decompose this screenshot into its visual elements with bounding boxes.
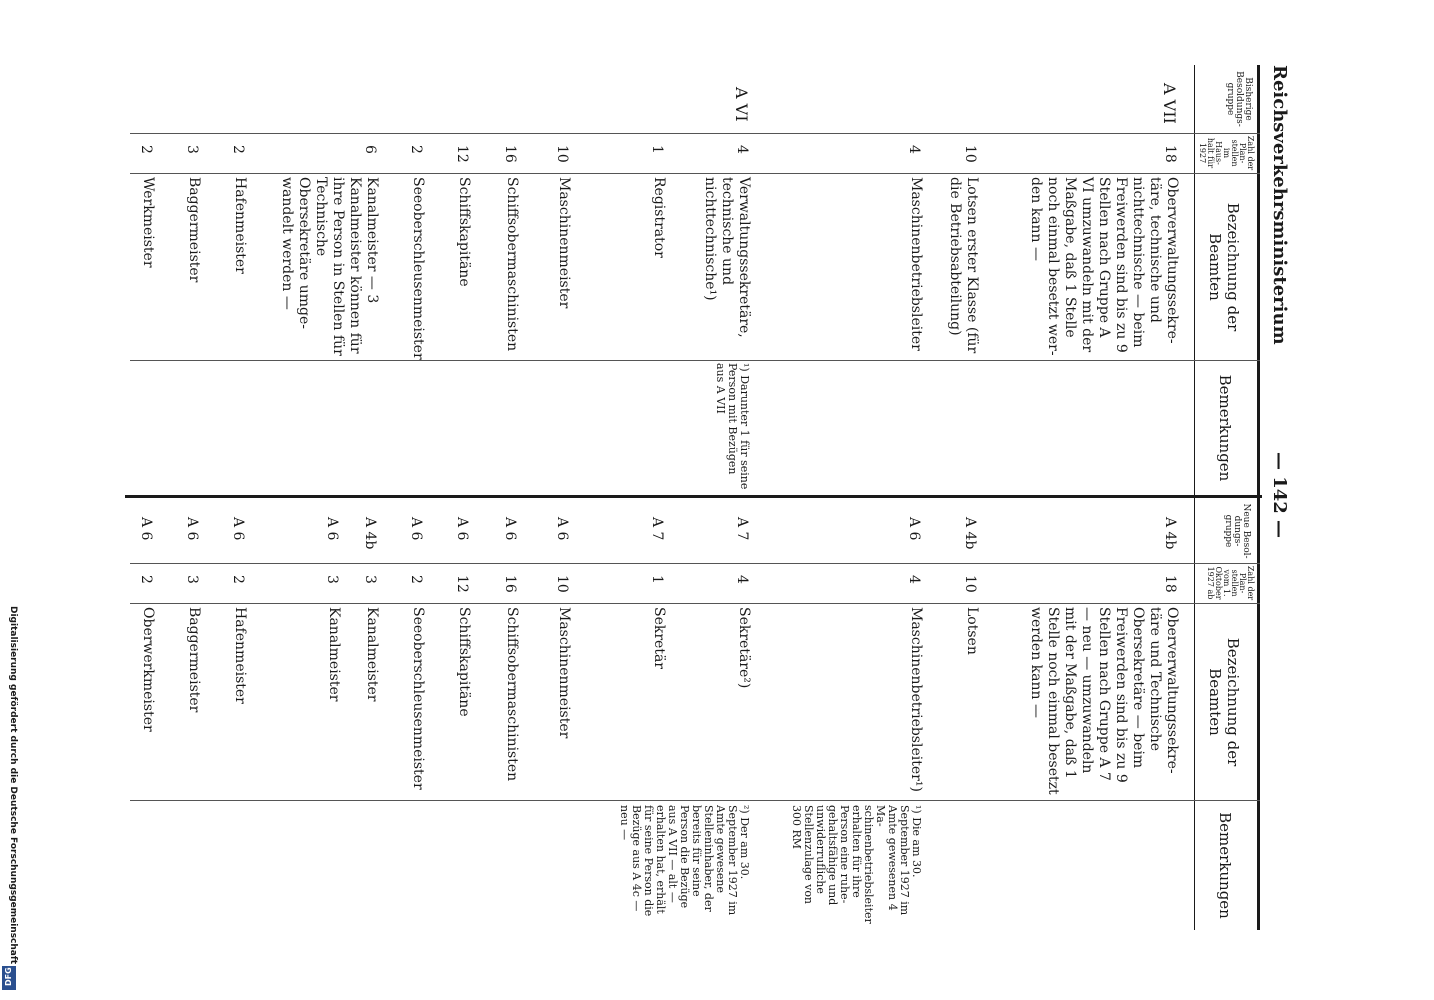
row-new-count: 3 xyxy=(362,575,378,584)
col-header-new-title: Bezeichnung der Beamten xyxy=(1206,637,1242,767)
row-new-title: Maschinenmeister xyxy=(556,607,572,739)
col-sep xyxy=(130,360,1260,361)
row-old-title: Registrator xyxy=(651,177,667,258)
row-new-title: Kanalmeister xyxy=(364,607,380,702)
row-new-group: A 7 xyxy=(734,517,750,541)
row-new-group: A 6 xyxy=(324,517,340,541)
row-old-title: Kanalmeister — 3 Kanalmeister können für ihre Person in Stellen für Technische Obersekretäre umgewandelt werden — xyxy=(279,177,380,356)
row-old-count: 3 xyxy=(184,145,200,154)
col-header-new-group: Neue Besoldungsgruppe xyxy=(1223,503,1251,559)
row-old-count: 18 xyxy=(1162,145,1178,163)
row-old-title: Maschinenmeister xyxy=(556,177,572,309)
row-new-count: 16 xyxy=(502,575,518,593)
row-new-count: 2 xyxy=(408,575,424,584)
row-old-count: 10 xyxy=(554,145,570,163)
col-header-old-count: Zahl der Planstellen im Haushalt für 1927 xyxy=(1198,135,1255,171)
row-new-title: Schiffskapitäne xyxy=(456,607,472,717)
row-old-title: Schiffskapitäne xyxy=(456,177,472,287)
row-old-count: 4 xyxy=(906,145,922,154)
row-new-title: Seeoberschleusenmeister xyxy=(410,607,426,790)
row-new-group: A 4b xyxy=(962,517,978,550)
footnote: ²) Der am 30. September 1927 im Amte gewesene Stelleninhaber, der bereits für seine Person die Bezüge aus A VII — alt — erhalten hat, erhält für seine Person die Bezüge aus A 4c — neu — xyxy=(618,805,751,917)
row-old-title: Baggermeister xyxy=(186,177,202,283)
row-old-title: Maschinenbetriebsleiter xyxy=(908,177,924,351)
row-new-group: A 6 xyxy=(454,517,470,541)
row-new-group: A 6 xyxy=(554,517,570,541)
digitization-stamp xyxy=(4,606,18,994)
center-rule xyxy=(125,495,1262,498)
row-old-count: 12 xyxy=(454,145,470,163)
row-new-title: Oberverwaltungssekretäre und Technische Obersekretäre — beim Freiwerden sind bis zu 9 Stellen nach Gruppe A 7 — neu — umzuwandeln mit der Maßgabe, daß 1 Stelle noch einmal besetzt werden kann — xyxy=(1028,607,1180,795)
row-old-title: Lotsen erster Klasse (für die Betriebsabteilung) xyxy=(947,177,980,354)
row-new-title: Lotsen xyxy=(964,607,980,655)
row-new-count: 1 xyxy=(649,575,665,584)
row-old-count: 2 xyxy=(138,145,154,154)
row-old-title: Hafenmeister xyxy=(232,177,248,274)
row-old-count: 2 xyxy=(230,145,246,154)
row-new-title: Baggermeister xyxy=(186,607,202,713)
running-head: Reichsverkehrsministerium xyxy=(1269,65,1290,345)
row-new-title: Oberwerkmeister xyxy=(140,607,156,732)
row-new-title: Sekretäre²) xyxy=(736,607,752,689)
row-old-count: 2 xyxy=(408,145,424,154)
col-header-old-remarks: Bemerkungen xyxy=(1216,374,1234,482)
row-new-count: 3 xyxy=(184,575,200,584)
col-header-old-title: Bezeichnung der Beamten xyxy=(1206,202,1242,332)
col-header-old-group: Bisherige Besoldungsgruppe xyxy=(1225,71,1253,127)
digitization-stamp-text: Digitalisierung gefördert durch die Deutsche Forschungsgemeinschaft xyxy=(8,606,18,965)
col-header-new-remarks: Bemerkungen xyxy=(1216,812,1234,919)
row-old-title: Oberverwaltungssekretäre, technische und nichttechnische — beim Freiwerden sind bis zu 9 Stellen nach Gruppe A VI umzuwandeln mit der Maßgabe, daß 1 Stelle noch einmal besetzt werden kann — xyxy=(1028,177,1180,356)
row-new-group: A 7 xyxy=(649,517,665,541)
row-new-count: 12 xyxy=(454,575,470,593)
row-old-title: Verwaltungssekretäre, technische und nichttechnische¹) xyxy=(702,177,752,338)
row-new-group: A 4b xyxy=(362,517,378,550)
row-old-title: Seeoberschleusenmeister xyxy=(410,177,426,360)
row-new-group: A 6 xyxy=(230,517,246,541)
col-header-new-count: Zahl der Planstellen vom 1. Oktober 1927 ab xyxy=(1206,565,1255,601)
row-new-title: Sekretär xyxy=(651,607,667,670)
row-new-group: A 6 xyxy=(502,517,518,541)
row-old-count: 6 xyxy=(362,145,378,154)
col-sep xyxy=(130,603,1260,604)
col-sep xyxy=(130,133,1260,134)
group-label-a-vi: A VI xyxy=(732,87,751,122)
row-old-title: Schiffsobermaschinisten xyxy=(504,177,520,352)
row-old-count: 4 xyxy=(734,145,750,154)
row-new-count: 2 xyxy=(138,575,154,584)
dfg-logo-icon: DFG xyxy=(2,966,16,990)
row-new-count: 4 xyxy=(906,575,922,584)
row-new-title: Maschinenbetriebsleiter¹) xyxy=(908,607,924,792)
row-new-title: Kanalmeister xyxy=(326,607,342,702)
rotated-table-page xyxy=(125,65,1290,930)
row-old-count: 10 xyxy=(962,145,978,163)
row-new-group: A 4b xyxy=(1162,517,1178,550)
col-sep xyxy=(130,173,1260,174)
row-new-count: 18 xyxy=(1162,575,1178,593)
row-new-group: A 6 xyxy=(906,517,922,541)
row-old-count: 16 xyxy=(502,145,518,163)
row-new-count: 4 xyxy=(734,575,750,584)
row-new-count: 2 xyxy=(230,575,246,584)
row-old-count: 1 xyxy=(649,145,665,154)
group-label-a-vii: A VII xyxy=(1160,83,1179,124)
row-new-group: A 6 xyxy=(184,517,200,541)
row-new-count: 10 xyxy=(962,575,978,593)
row-new-title: Schiffsobermaschinisten xyxy=(504,607,520,782)
footnote: ¹) Die am 30. September 1927 im Amte gewesenen 4 Maschinenbetriebsleiter erhalten für ihre Person eine ruhegehaltsfähige und unwiderrufliche Stellenzulage von 300 RM xyxy=(790,805,923,924)
row-new-title: Hafenmeister xyxy=(232,607,248,704)
old-remark: ¹) Darunter 1 für seine Person mit Bezügen aus A VII xyxy=(714,363,751,490)
row-new-group: A 6 xyxy=(408,517,424,541)
col-sep xyxy=(130,800,1260,801)
page-number: — 142 — xyxy=(1269,451,1290,539)
row-old-title: Werkmeister xyxy=(140,177,156,268)
row-new-count: 3 xyxy=(324,575,340,584)
row-new-count: 10 xyxy=(554,575,570,593)
col-sep xyxy=(130,563,1260,564)
row-new-group: A 6 xyxy=(138,517,154,541)
